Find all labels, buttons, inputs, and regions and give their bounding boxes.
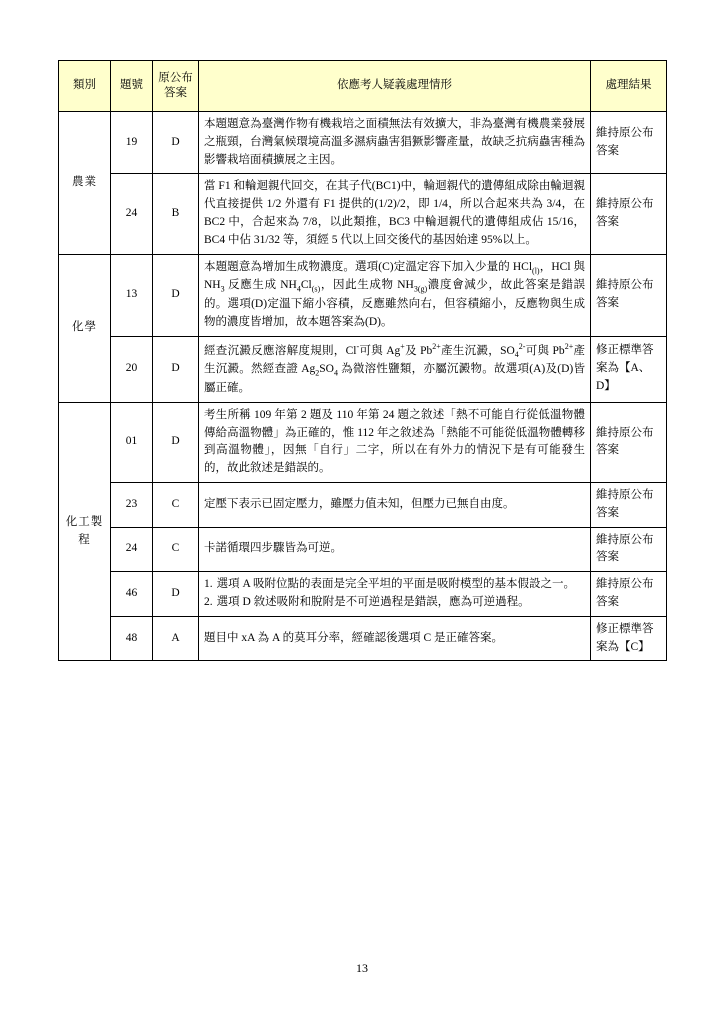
cell-question-no: 24 [111,527,153,572]
cell-question-no: 13 [111,254,153,336]
cell-description: 考生所稱 109 年第 2 題及 110 年第 24 題之敘述「熱不可能自行從低溫物體傳給高溫物體」為正確的，惟 112 年之敘述為「熱能不可能從低溫物體轉移到高溫物體」，因無「自行」二字，所以在有外力的情況下是有可能發生的，故此敘述是錯誤的。 [199,402,591,482]
cell-result: 修正標準答案為【A、D】 [591,336,667,402]
cell-result: 維持原公布答案 [591,254,667,336]
cell-question-no: 19 [111,112,153,174]
column-header-original-answer-line2: 答案 [164,87,187,99]
cell-description: 經查沉澱反應溶解度規則，Cl-可與 Ag+及 $Pb^{2+}$產生沉澱，$SO_4^{2-}$可與 $Pb^{2+}$產生沉澱。然經查證 $Ag_2SO_4$ 為微溶性鹽類，亦屬沉澱物。故選項(A)及(D)皆屬正確。 [199,336,591,402]
table-row [59,254,667,336]
table-header [59,61,667,112]
table-header-row [59,61,667,112]
cell-result: 修正標準答案為【C】 [591,616,667,661]
cell-original-answer: D [153,572,199,617]
cell-description: 本題題意為增加生成物濃度。選項(C)定溫定容下加入少量的 HCl$_{(l)}$，HCl 與 $NH_3$ 反應生成 $NH_4Cl_{(s)}$，因此生成物 $NH_{3(g)}$濃度會減少，故此答案是錯誤的。選項(D)定溫下縮小容積，反應雖然向右，但容積縮小，反應物與生成物的濃度皆增加，故本題答案為(D)。 [199,254,591,336]
list-item [204,576,585,594]
column-header-original-answer-line1: 原公布 [158,72,193,85]
cell-category: 化工製程 [59,402,111,661]
cell-result: 維持原公布答案 [591,482,667,527]
table-row [59,402,667,482]
table-row [59,572,667,617]
table-body [59,112,667,661]
list-item-text: 選項 A 吸附位點的表面是完全平坦的平面是吸附模型的基本假設之一。 [216,578,576,591]
cell-original-answer: D [153,336,199,402]
cell-original-answer: C [153,482,199,527]
column-header-original-answer [153,61,199,112]
column-header-question-no: 題號 [111,61,153,112]
table-row [59,527,667,572]
table-row [59,616,667,661]
cell-description: 當 F1 和輪迴親代回交，在其子代(BC1)中，輪迴親代的遺傳組成除由輪迴親代直接提供 1/2 外還有 F1 提供的(1/2)/2，即 1/4，所以合起來共為 3/4，在 BC2 中，合起來為 7/8，以此類推，BC3 中輪迴親代的遺傳組成佔 15/16，BC4 中佔 31/32 等，須經 5 代以上回交後代的基因始達 95%以上。 [199,174,591,254]
list-item [204,594,585,612]
cell-question-no: 20 [111,336,153,402]
cell-question-no: 01 [111,402,153,482]
cell-original-answer: B [153,174,199,254]
cell-result: 維持原公布答案 [591,112,667,174]
cell-description: 本題題意為臺灣作物有機栽培之面積無法有效擴大，非為臺灣有機農業發展之瓶頸，台灣氣候環境高溫多濕病蟲害猖獗影響產量，故缺乏抗病蟲害種為影響栽培面積擴展之主因。 [199,112,591,174]
list-item-number: 1. [204,578,213,591]
column-header-description: 依應考人疑義處理情形 [199,61,591,112]
cell-original-answer: A [153,616,199,661]
table-row [59,482,667,527]
table-row [59,336,667,402]
cell-result: 維持原公布答案 [591,527,667,572]
page-number: 13 [356,961,368,975]
cell-question-no: 23 [111,482,153,527]
list-item-text: 選項 D 敘述吸附和脫附是不可逆過程是錯誤，應為可逆過程。 [216,596,530,609]
cell-original-answer: C [153,527,199,572]
cell-description: 題目中 xA 為 A 的莫耳分率，經確認後選項 C 是正確答案。 [199,616,591,661]
cell-question-no: 24 [111,174,153,254]
cell-category: 農業 [59,112,111,255]
column-header-result: 處理結果 [591,61,667,112]
cell-question-no: 46 [111,572,153,617]
cell-result: 維持原公布答案 [591,402,667,482]
cell-category: 化學 [59,254,111,402]
list-item-number: 2. [204,596,213,609]
question-review-table [58,60,667,661]
table-row [59,174,667,254]
cell-question-no: 48 [111,616,153,661]
cell-original-answer: D [153,112,199,174]
cell-original-answer: D [153,402,199,482]
cell-description: 卡諾循環四步驟皆為可逆。 [199,527,591,572]
cell-result: 維持原公布答案 [591,174,667,254]
column-header-category: 類別 [59,61,111,112]
cell-description [199,572,591,617]
cell-original-answer: D [153,254,199,336]
cell-result: 維持原公布答案 [591,572,667,617]
table-row [59,112,667,174]
cell-description: 定壓下表示已固定壓力，雖壓力值未知，但壓力已無自由度。 [199,482,591,527]
